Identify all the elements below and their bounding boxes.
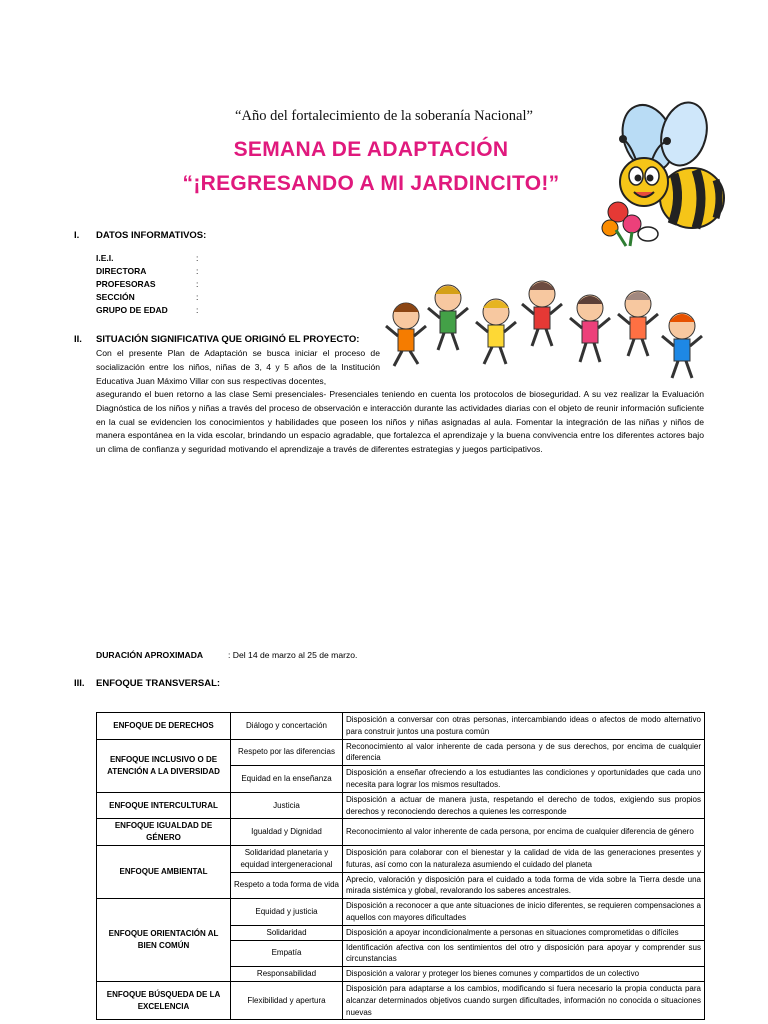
table-row [97, 819, 705, 846]
table-row [97, 981, 705, 1019]
table-row [97, 739, 705, 766]
year-motto: “Año del fortalecimiento de la soberanía Nacional” [235, 108, 533, 124]
valor-cell: Igualdad y Dignidad [231, 819, 343, 846]
description-cell: Disposición a reconocer a que ante situaciones de inicio diferentes, se requieren compensaciones a aquellos con mayores dificultades [343, 899, 705, 926]
description-cell: Reconocimiento al valor inherente de cada persona, por encima de cualquier diferencia de género [343, 819, 705, 846]
table-row [97, 792, 705, 819]
flower-orange [602, 220, 618, 236]
section-1-title: DATOS INFORMATIVOS: [96, 230, 207, 241]
child-3 [476, 299, 516, 364]
section-2-number: II. [74, 334, 82, 345]
duration-label: DURACIÓN APROXIMADA [96, 650, 204, 660]
situation-paragraph-part-1: Con el presente Plan de Adaptación se busca iniciar el proceso de socialización entre los niños, niñas de 3, 4 y 5 años de la Institución Educativa Juan Máximo Villar con sus respectivas docentes, [96, 348, 380, 386]
description-cell: Disposición para colaborar con el bienestar y la calidad de vida de las generaciones presentes y futuras, así como con la naturaleza asumiendo el cuidado del planeta [343, 845, 705, 872]
description-cell: Identificación afectiva con los sentimientos del otro y disposición para apoyar y comprender sus circunstancias [343, 940, 705, 967]
description-cell: Disposición a actuar de manera justa, respetando el derecho de todos, exigiendo sus propios derechos y reconociendo derechos a quienes les corresponde [343, 792, 705, 819]
bee-head [620, 158, 668, 206]
bee-illustration [596, 100, 736, 250]
child-2 [428, 285, 468, 350]
description-cell: Disposición a enseñar ofreciendo a los estudiantes las condiciones y oportunidades que cada uno necesita para lograr los mismos resultados. [343, 766, 705, 793]
section-2-title: SITUACIÓN SIGNIFICATIVA QUE ORIGINÓ EL PROYECTO: [96, 334, 360, 345]
enfoque-cell: ENFOQUE DE DERECHOS [97, 713, 231, 740]
child-7 [662, 313, 702, 378]
children-illustration [384, 276, 708, 386]
flower-pink [623, 215, 641, 233]
field-grupo-edad-label: GRUPO DE EDAD [96, 305, 168, 315]
section-1-number: I. [74, 230, 80, 241]
valor-cell: Respeto a toda forma de vida [231, 872, 343, 899]
transversal-approach-table [96, 712, 705, 1020]
enfoque-cell: ENFOQUE AMBIENTAL [97, 845, 231, 898]
description-cell: Aprecio, valoración y disposición para el cuidado a toda forma de vida sobre la Tierra desde una mirada sistémica y global, revalorando los saberes ancestrales. [343, 872, 705, 899]
valor-cell: Justicia [231, 792, 343, 819]
valor-cell: Solidaridad [231, 925, 343, 940]
valor-cell: Solidaridad planetaria y equidad intergeneracional [231, 845, 343, 872]
valor-cell: Respeto por las diferencias [231, 739, 343, 766]
valor-cell: Equidad en la enseñanza [231, 766, 343, 793]
field-profesoras-label: PROFESORAS [96, 279, 156, 289]
description-cell: Disposición para adaptarse a los cambios, modificando si fuera necesario la propia conducta para alcanzar determinados objetivos cuando surgen dificultades, información no conocida o situaciones nuevas [343, 981, 705, 1019]
valor-cell: Equidad y justicia [231, 899, 343, 926]
valor-cell: Diálogo y concertación [231, 713, 343, 740]
field-iei-colon: : [196, 253, 199, 263]
enfoque-cell: ENFOQUE BÚSQUEDA DE LA EXCELENCIA [97, 981, 231, 1019]
table-row [97, 899, 705, 926]
table-row [97, 845, 705, 872]
field-grupo-edad-colon: : [196, 305, 199, 315]
valor-cell: Empatía [231, 940, 343, 967]
situation-paragraph-part-2: asegurando el buen retorno a las clase Semi presenciales- Presenciales teniendo en cuenta los protocolos de bioseguridad. A su vez realizar la Evaluación Diagnóstica de los niños y niñas a través del proceso de observación e interacción durante las actividades diarias con el objeto de reunir información suficiente en la cual se evidencien los conocimientos y habilidades que poseen los niños y niñas asignadas al aula. Fomentar la integración de las niñas y niños de manera espontánea en la vida escolar, brindando un espacio agradable, que fortalezca el aprendizaje y la buena convivencia entre los diferentes actores bajo un clima de confianza y seguridad motivando el aprendizaje a través de diferentes estrategias y juegos participativos. [96, 389, 704, 455]
section-3-number: III. [74, 678, 85, 689]
field-directora-colon: : [196, 266, 199, 276]
description-cell: Disposición a conversar con otras personas, intercambiando ideas o afectos de modo alternativo para construir juntos una postura común [343, 713, 705, 740]
description-cell: Disposición a valorar y proteger los bienes comunes y compartidos de un colectivo [343, 967, 705, 982]
field-iei-label: I.E.I. [96, 253, 114, 263]
enfoque-cell: ENFOQUE INTERCULTURAL [97, 792, 231, 819]
enfoque-cell: ENFOQUE ORIENTACIÓN AL BIEN COMÚN [97, 899, 231, 982]
description-cell: Reconocimiento al valor inherente de cada persona y de sus derechos, por encima de cualquier diferencia [343, 739, 705, 766]
child-5 [570, 295, 610, 362]
field-seccion-label: SECCIÓN [96, 292, 135, 302]
field-seccion-colon: : [196, 292, 199, 302]
enfoque-cell: ENFOQUE IGUALDAD DE GÉNERO [97, 819, 231, 846]
valor-cell: Responsabilidad [231, 967, 343, 982]
document-subtitle: “¡REGRESANDO A MI JARDINCITO!” [182, 172, 560, 195]
field-directora-label: DIRECTORA [96, 266, 147, 276]
table-row [97, 713, 705, 740]
duration-value: : Del 14 de marzo al 25 de marzo. [228, 650, 358, 660]
child-1 [386, 303, 426, 366]
valor-cell: Flexibilidad y apertura [231, 981, 343, 1019]
section-3-title: ENFOQUE TRANSVERSAL: [96, 678, 221, 689]
enfoque-cell: ENFOQUE INCLUSIVO O DE ATENCIÓN A LA DIVERSIDAD [97, 739, 231, 792]
child-6 [618, 291, 658, 356]
field-profesoras-colon: : [196, 279, 199, 289]
child-4 [522, 281, 562, 346]
document-title: SEMANA DE ADAPTACIÓN [233, 138, 509, 161]
description-cell: Disposición a apoyar incondicionalmente a personas en situaciones comprometidas o difíciles [343, 925, 705, 940]
